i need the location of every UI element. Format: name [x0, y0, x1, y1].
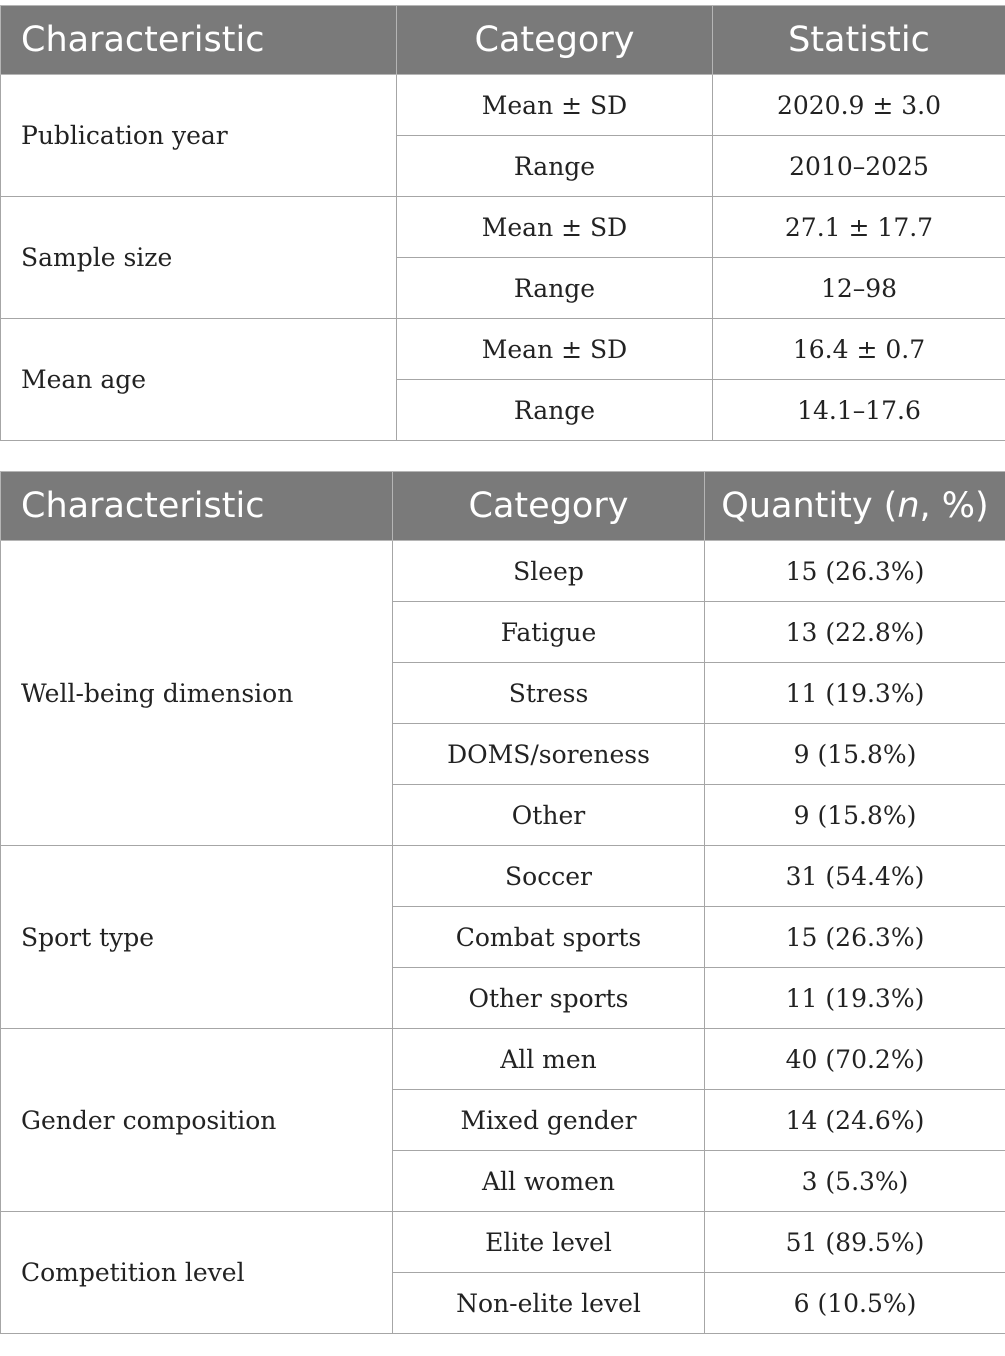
characteristic-cell: Well-being dimension — [1, 541, 393, 846]
header-category: Category — [393, 472, 705, 541]
quantity-cell: 11 (19.3%) — [705, 663, 1005, 724]
table-row — [1, 1212, 1005, 1273]
category-cell: Fatigue — [393, 602, 705, 663]
category-cell: Non-elite level — [393, 1273, 705, 1334]
statistic-cell: 2020.9 ± 3.0 — [713, 75, 1005, 136]
category-cell: Range — [397, 380, 713, 441]
header-row — [1, 6, 1005, 75]
table-row — [1, 1029, 1005, 1090]
header-characteristic: Characteristic — [1, 472, 393, 541]
header-quantity — [705, 472, 1005, 541]
category-cell: Mean ± SD — [397, 319, 713, 380]
category-cell: Mean ± SD — [397, 197, 713, 258]
quantity-cell: 6 (10.5%) — [705, 1273, 1005, 1334]
table-row — [1, 319, 1005, 380]
category-cell: All women — [393, 1151, 705, 1212]
category-cell: Combat sports — [393, 907, 705, 968]
statistic-cell: 12–98 — [713, 258, 1005, 319]
category-cell: Range — [397, 258, 713, 319]
header-category: Category — [397, 6, 713, 75]
category-cell: Mixed gender — [393, 1090, 705, 1151]
categorical-characteristics-table — [0, 471, 1005, 1334]
table-row — [1, 197, 1005, 258]
table-row — [1, 846, 1005, 907]
characteristic-cell: Mean age — [1, 319, 397, 441]
quantity-cell: 3 (5.3%) — [705, 1151, 1005, 1212]
header-row — [1, 472, 1005, 541]
quantity-cell: 51 (89.5%) — [705, 1212, 1005, 1273]
statistic-cell: 16.4 ± 0.7 — [713, 319, 1005, 380]
statistic-cell: 14.1–17.6 — [713, 380, 1005, 441]
table-row — [1, 541, 1005, 602]
category-cell: Other sports — [393, 968, 705, 1029]
quantity-cell: 14 (24.6%) — [705, 1090, 1005, 1151]
header-statistic: Statistic — [713, 6, 1005, 75]
table-row — [1, 75, 1005, 136]
category-cell: Mean ± SD — [397, 75, 713, 136]
category-cell: All men — [393, 1029, 705, 1090]
descriptive-statistics-table — [0, 5, 1005, 441]
header-quantity-suffix: , %) — [919, 486, 989, 526]
header-quantity-prefix: Quantity ( — [721, 486, 898, 526]
quantity-cell: 15 (26.3%) — [705, 541, 1005, 602]
category-cell: DOMS/soreness — [393, 724, 705, 785]
quantity-cell: 40 (70.2%) — [705, 1029, 1005, 1090]
category-cell: Soccer — [393, 846, 705, 907]
category-cell: Elite level — [393, 1212, 705, 1273]
category-cell: Other — [393, 785, 705, 846]
characteristic-cell: Competition level — [1, 1212, 393, 1334]
header-characteristic: Characteristic — [1, 6, 397, 75]
header-quantity-n: n — [897, 486, 920, 526]
quantity-cell: 13 (22.8%) — [705, 602, 1005, 663]
quantity-cell: 31 (54.4%) — [705, 846, 1005, 907]
characteristic-cell: Gender composition — [1, 1029, 393, 1212]
quantity-cell: 11 (19.3%) — [705, 968, 1005, 1029]
quantity-cell: 15 (26.3%) — [705, 907, 1005, 968]
category-cell: Stress — [393, 663, 705, 724]
quantity-cell: 9 (15.8%) — [705, 785, 1005, 846]
characteristic-cell: Sample size — [1, 197, 397, 319]
category-cell: Sleep — [393, 541, 705, 602]
characteristic-cell: Sport type — [1, 846, 393, 1029]
statistic-cell: 2010–2025 — [713, 136, 1005, 197]
category-cell: Range — [397, 136, 713, 197]
statistic-cell: 27.1 ± 17.7 — [713, 197, 1005, 258]
characteristic-cell: Publication year — [1, 75, 397, 197]
quantity-cell: 9 (15.8%) — [705, 724, 1005, 785]
